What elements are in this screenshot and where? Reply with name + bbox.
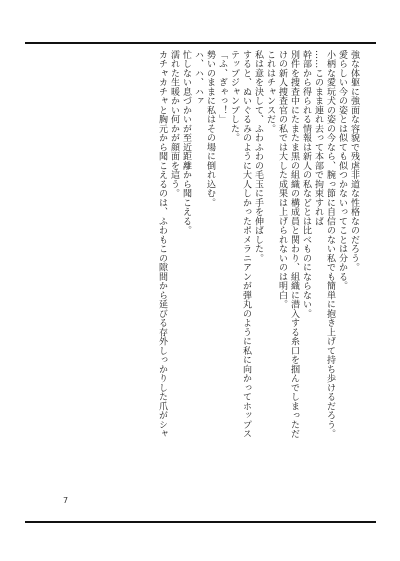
text-line: すると、ぬいぐるみのように大人しかったポメラニアンが弾丸のように私に向かってホップス [241, 50, 251, 439]
text-line: 濡れた生暖かい何かが顔面を這う。 [169, 50, 179, 198]
text-line: 別件を捜査中にたまたま黒の組織の構成員と関わり、組織に潜入する糸口を掴んでしまっただ [289, 50, 299, 439]
vertical-text-body [52, 50, 360, 512]
text-line: けの新人捜査官の私では大した成果は上げられないのは明白。 [277, 50, 287, 309]
bottom-rule [25, 521, 376, 523]
page-number: 7 [63, 496, 69, 505]
text-line: 小柄な愛玩犬の姿の今なら、腕っ節に自信のない私でも簡単に抱き上げて持ち歩けるだろう。 [325, 50, 335, 439]
text-line: 幹部から得られる情報は新人の私などとは比べものにならない。 [301, 50, 311, 319]
text-line: 愛らしい今の姿とは似ても似つかないってことは分かる。 [337, 50, 347, 291]
text-line: 「ふ、ぎゃっ！」 [217, 50, 227, 124]
text-line: 忙しない息づかいが至近距離から聞こえる。 [181, 50, 191, 235]
text-line: 勢いのままに私はその場に倒れ込む。 [205, 50, 215, 208]
text-line: カチャカチャと胸元から聞こえるのは、ふわもこの隙間から延びる存外しっかりした爪がシャ [157, 50, 167, 439]
text-line: テップジャンプした。 [229, 50, 239, 143]
text-line: ……このまま連れ去って本部で拘束すれば [313, 50, 323, 226]
text-line: これはチャンスだ。 [265, 50, 275, 134]
text-line: ハ、ハ、ハァ [193, 50, 203, 106]
top-rule [25, 42, 376, 44]
text-line: 強な体躯に強面な容貌で残虐非道な性格なのだろう。 [349, 50, 359, 272]
text-line: 私は意を決して、ふわふわの毛玉に手を伸ばした。 [253, 50, 263, 263]
